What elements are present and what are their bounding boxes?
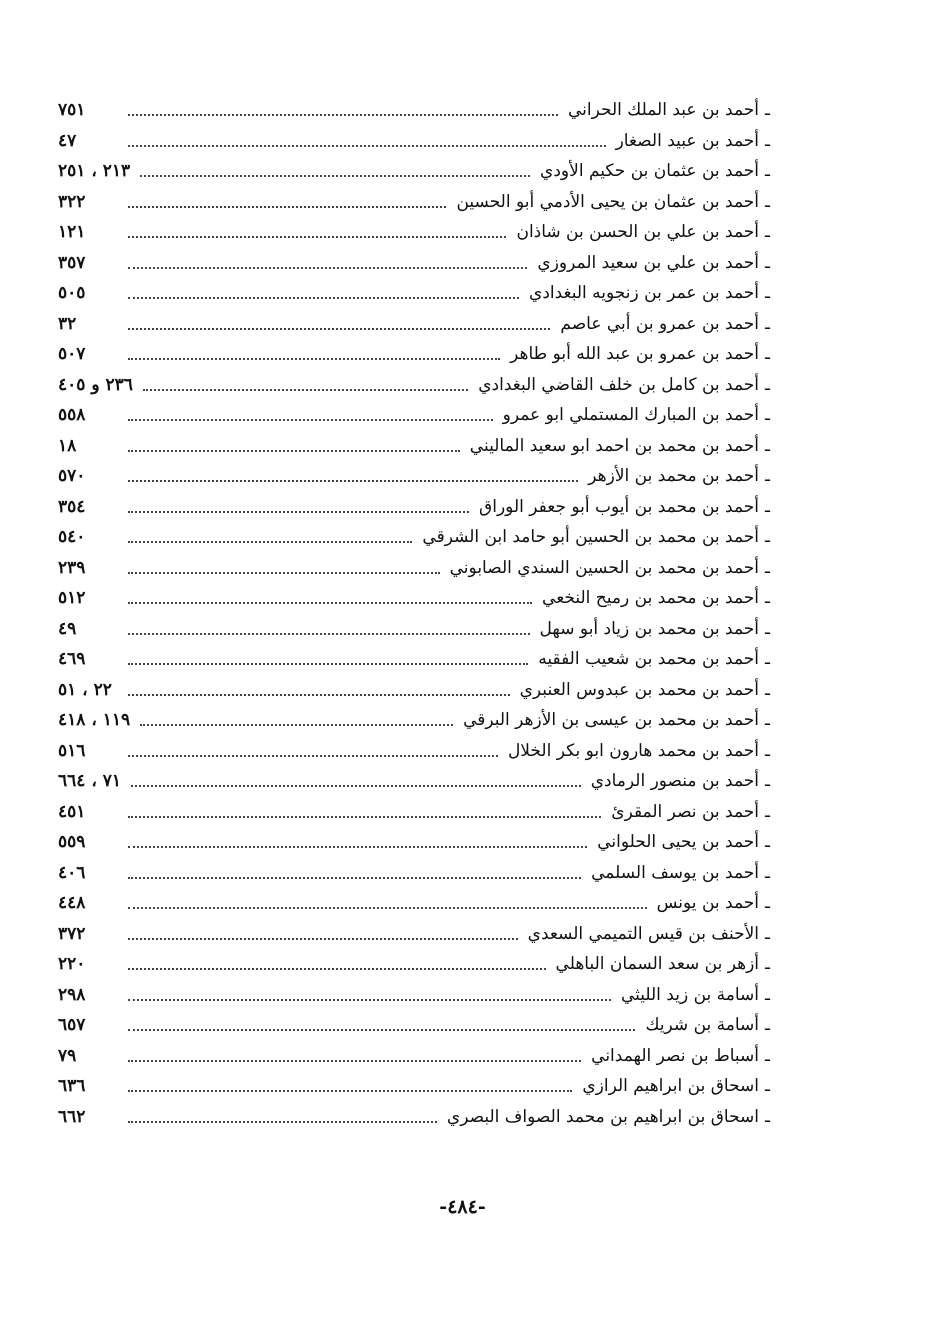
index-entry (58, 675, 770, 706)
dot-leader (128, 741, 498, 761)
index-list (58, 95, 770, 1132)
dot-leader (128, 558, 440, 578)
dot-leader (128, 283, 519, 303)
entry-dash: ـ (765, 466, 770, 487)
entry-pages: ٢٢ ، ٥١ (58, 679, 112, 700)
index-entry (58, 370, 770, 401)
entry-dash: ـ (765, 100, 770, 121)
dot-leader (128, 832, 587, 852)
index-entry (58, 400, 770, 431)
entry-name: أسامة بن زيد الليثي (620, 984, 760, 1005)
dot-leader (128, 192, 446, 212)
entry-dash: ـ (765, 374, 770, 395)
entry-name: أحمد بن منصور الرمادي (590, 771, 760, 792)
dot-leader (128, 344, 500, 364)
entry-name: أحمد بن محمد بن رميح النخعي (542, 588, 760, 609)
dot-leader (128, 314, 550, 334)
entry-name: أحمد بن محمد بن الحسين السندي الصابوني (449, 557, 760, 578)
entry-dash: ـ (765, 923, 770, 944)
dot-leader (128, 1107, 437, 1127)
entry-pages: ٥٠٧ (58, 344, 86, 365)
entry-pages: ٤٥١ (58, 801, 86, 822)
entry-pages: ٦٦٢ (58, 1106, 86, 1127)
dot-leader (128, 863, 581, 883)
dot-leader (128, 680, 510, 700)
index-entry (58, 1010, 770, 1041)
entry-name: أحمد بن يونس (656, 893, 760, 914)
entry-name: أسامة بن شريك (645, 1015, 760, 1036)
entry-dash: ـ (765, 954, 770, 975)
entry-dash: ـ (765, 832, 770, 853)
entry-dash: ـ (765, 405, 770, 426)
entry-dash: ـ (765, 344, 770, 365)
entry-pages: ٥١٢ (58, 588, 86, 609)
entry-dash: ـ (765, 1015, 770, 1036)
entry-pages: ٣٥٤ (58, 496, 86, 517)
entry-pages: ٤٩ (58, 618, 77, 639)
entry-pages: ٤٠٦ (58, 862, 86, 883)
index-entry (58, 614, 770, 645)
entry-name: الأحنف بن قيس التميمي السعدي (527, 923, 760, 944)
entry-dash: ـ (765, 771, 770, 792)
entry-name: أحمد بن محمد هارون ابو بكر الخلال (507, 740, 760, 761)
entry-pages: ٥٠٥ (58, 283, 86, 304)
index-entry (58, 827, 770, 858)
entry-dash: ـ (765, 130, 770, 151)
dot-leader (128, 497, 469, 517)
dot-leader (128, 405, 493, 425)
dot-leader (128, 649, 528, 669)
entry-name: أحمد بن يوسف السلمي (591, 862, 760, 883)
index-entry (58, 583, 770, 614)
entry-dash: ـ (765, 801, 770, 822)
entry-name: أحمد بن عبيد الصغار (615, 130, 760, 151)
entry-pages: ٥١٦ (58, 740, 86, 761)
entry-name: أحمد بن علي بن سعيد المروزي (537, 252, 760, 273)
index-entry (58, 858, 770, 889)
entry-dash: ـ (765, 710, 770, 731)
entry-name: أحمد بن عمر بن زنجويه البغدادي (529, 283, 760, 304)
index-entry (58, 949, 770, 980)
entry-pages: ٧٥١ (58, 100, 86, 121)
dot-leader (143, 375, 468, 395)
entry-pages: ١١٩ ، ٤١٨ (58, 710, 131, 731)
index-entry (58, 461, 770, 492)
entry-pages: ٢٢٠ (58, 954, 86, 975)
entry-name: أسباط بن نصر الهمداني (591, 1045, 760, 1066)
index-entry (58, 797, 770, 828)
entry-pages: ٥٥٨ (58, 405, 86, 426)
entry-dash: ـ (765, 496, 770, 517)
index-entry (58, 553, 770, 584)
dot-leader (128, 619, 530, 639)
entry-pages: ٢٣٩ (58, 557, 86, 578)
entry-pages: ٤٦٩ (58, 649, 86, 670)
entry-dash: ـ (765, 649, 770, 670)
entry-pages: ٣٢٢ (58, 191, 86, 212)
entry-dash: ـ (765, 191, 770, 212)
entry-pages: ٢٣٦ و ٤٠٥ (58, 374, 133, 395)
entry-name: اسحاق بن ابراهيم الرازي (582, 1076, 760, 1097)
index-entry (58, 126, 770, 157)
entry-dash: ـ (765, 679, 770, 700)
entry-name: أحمد بن عثمان بن حكيم الأودي (540, 161, 760, 182)
entry-pages: ٥٤٠ (58, 527, 86, 548)
dot-leader (128, 924, 518, 944)
dot-leader (128, 1015, 635, 1035)
index-entry (58, 522, 770, 553)
entry-pages: ٦٣٦ (58, 1076, 86, 1097)
entry-name: أحمد بن عمرو بن عبد الله أبو طاهر (510, 344, 760, 365)
index-entry (58, 156, 770, 187)
entry-name: أحمد بن المبارك المستملي ابو عمرو (502, 405, 760, 426)
entry-name: أحمد بن محمد بن زياد أبو سهل (539, 618, 760, 639)
dot-leader (128, 436, 460, 456)
entry-pages: ٢١٣ ، ٢٥١ (58, 161, 131, 182)
dot-leader (128, 131, 606, 151)
dot-leader (128, 1076, 572, 1096)
index-entry (58, 888, 770, 919)
page-number: -٤٨٤- (439, 1196, 486, 1218)
index-entry (58, 705, 770, 736)
entry-name: أحمد بن عمرو بن أبي عاصم (560, 313, 760, 334)
entry-name: أحمد بن محمد بن شعيب الفقيه (538, 649, 760, 670)
entry-pages: ٥٥٩ (58, 832, 86, 853)
entry-name: أحمد بن نصر المقرئ (611, 801, 760, 822)
dot-leader (128, 253, 527, 273)
index-entry (58, 339, 770, 370)
entry-pages: ٤٤٨ (58, 893, 86, 914)
entry-name: أحمد بن محمد بن الأزهر (588, 466, 760, 487)
dot-leader (128, 588, 532, 608)
entry-dash: ـ (765, 740, 770, 761)
dot-leader (128, 222, 506, 242)
index-entry (58, 431, 770, 462)
entry-dash: ـ (765, 1106, 770, 1127)
entry-dash: ـ (765, 588, 770, 609)
entry-name: اسحاق بن ابراهيم بن محمد الصواف البصري (446, 1106, 760, 1127)
entry-name: أحمد بن محمد بن الحسين أبو حامد ابن الشرقي (422, 527, 760, 548)
entry-dash: ـ (765, 435, 770, 456)
entry-name: أحمد بن كامل بن خلف القاضي البغدادي (478, 374, 760, 395)
entry-name: أزهر بن سعد السمان الباهلي (555, 954, 760, 975)
entry-dash: ـ (765, 252, 770, 273)
index-entry (58, 980, 770, 1011)
entry-pages: ١٨ (58, 435, 77, 456)
index-entry (58, 217, 770, 248)
entry-pages: ١٢١ (58, 222, 86, 243)
dot-leader (128, 985, 611, 1005)
dot-leader (140, 710, 453, 730)
dot-leader (128, 954, 546, 974)
index-entry (58, 95, 770, 126)
entry-dash: ـ (765, 862, 770, 883)
entry-pages: ٥٧٠ (58, 466, 86, 487)
dot-leader (128, 1046, 581, 1066)
dot-leader (128, 466, 578, 486)
dot-leader (128, 802, 601, 822)
entry-name: أحمد بن يحيى الحلواني (597, 832, 760, 853)
entry-pages: ٣٢ (58, 313, 77, 334)
index-entry (58, 248, 770, 279)
entry-pages: ٧٩ (58, 1045, 77, 1066)
entry-pages: ٧١ ، ٦٦٤ (58, 771, 121, 792)
entry-dash: ـ (765, 222, 770, 243)
entry-pages: ٤٧ (58, 130, 77, 151)
dot-leader (128, 893, 647, 913)
index-entry (58, 309, 770, 340)
entry-name: أحمد بن عثمان بن يحيى الأدمي أبو الحسين (456, 191, 760, 212)
dot-leader (128, 100, 558, 120)
entry-name: أحمد بن محمد بن عيسى بن الأزهر البرقي (463, 710, 760, 731)
entry-name: أحمد بن محمد بن عبدوس العنبري (519, 679, 760, 700)
entry-name: أحمد بن علي بن الحسن بن شاذان (516, 222, 760, 243)
entry-dash: ـ (765, 893, 770, 914)
entry-dash: ـ (765, 984, 770, 1005)
entry-name: أحمد بن محمد بن احمد ابو سعيد الماليني (469, 435, 760, 456)
entry-pages: ٣٥٧ (58, 252, 86, 273)
entry-dash: ـ (765, 527, 770, 548)
entry-pages: ٢٩٨ (58, 984, 86, 1005)
dot-leader (140, 161, 530, 181)
entry-dash: ـ (765, 557, 770, 578)
entry-dash: ـ (765, 1045, 770, 1066)
entry-pages: ٣٧٢ (58, 923, 86, 944)
entry-pages: ٦٥٧ (58, 1015, 86, 1036)
index-entry (58, 187, 770, 218)
index-entry (58, 492, 770, 523)
index-entry (58, 1041, 770, 1072)
index-entry (58, 644, 770, 675)
entry-dash: ـ (765, 618, 770, 639)
index-entry (58, 278, 770, 309)
index-entry (58, 919, 770, 950)
index-entry (58, 736, 770, 767)
dot-leader (128, 527, 412, 547)
index-entry (58, 1102, 770, 1133)
index-entry (58, 1071, 770, 1102)
dot-leader (131, 771, 581, 791)
entry-dash: ـ (765, 313, 770, 334)
index-entry (58, 766, 770, 797)
entry-dash: ـ (765, 161, 770, 182)
entry-dash: ـ (765, 283, 770, 304)
entry-dash: ـ (765, 1076, 770, 1097)
entry-name: أحمد بن محمد بن أيوب أبو جعفر الوراق (479, 496, 760, 517)
entry-name: أحمد بن عبد الملك الحراني (567, 100, 760, 121)
